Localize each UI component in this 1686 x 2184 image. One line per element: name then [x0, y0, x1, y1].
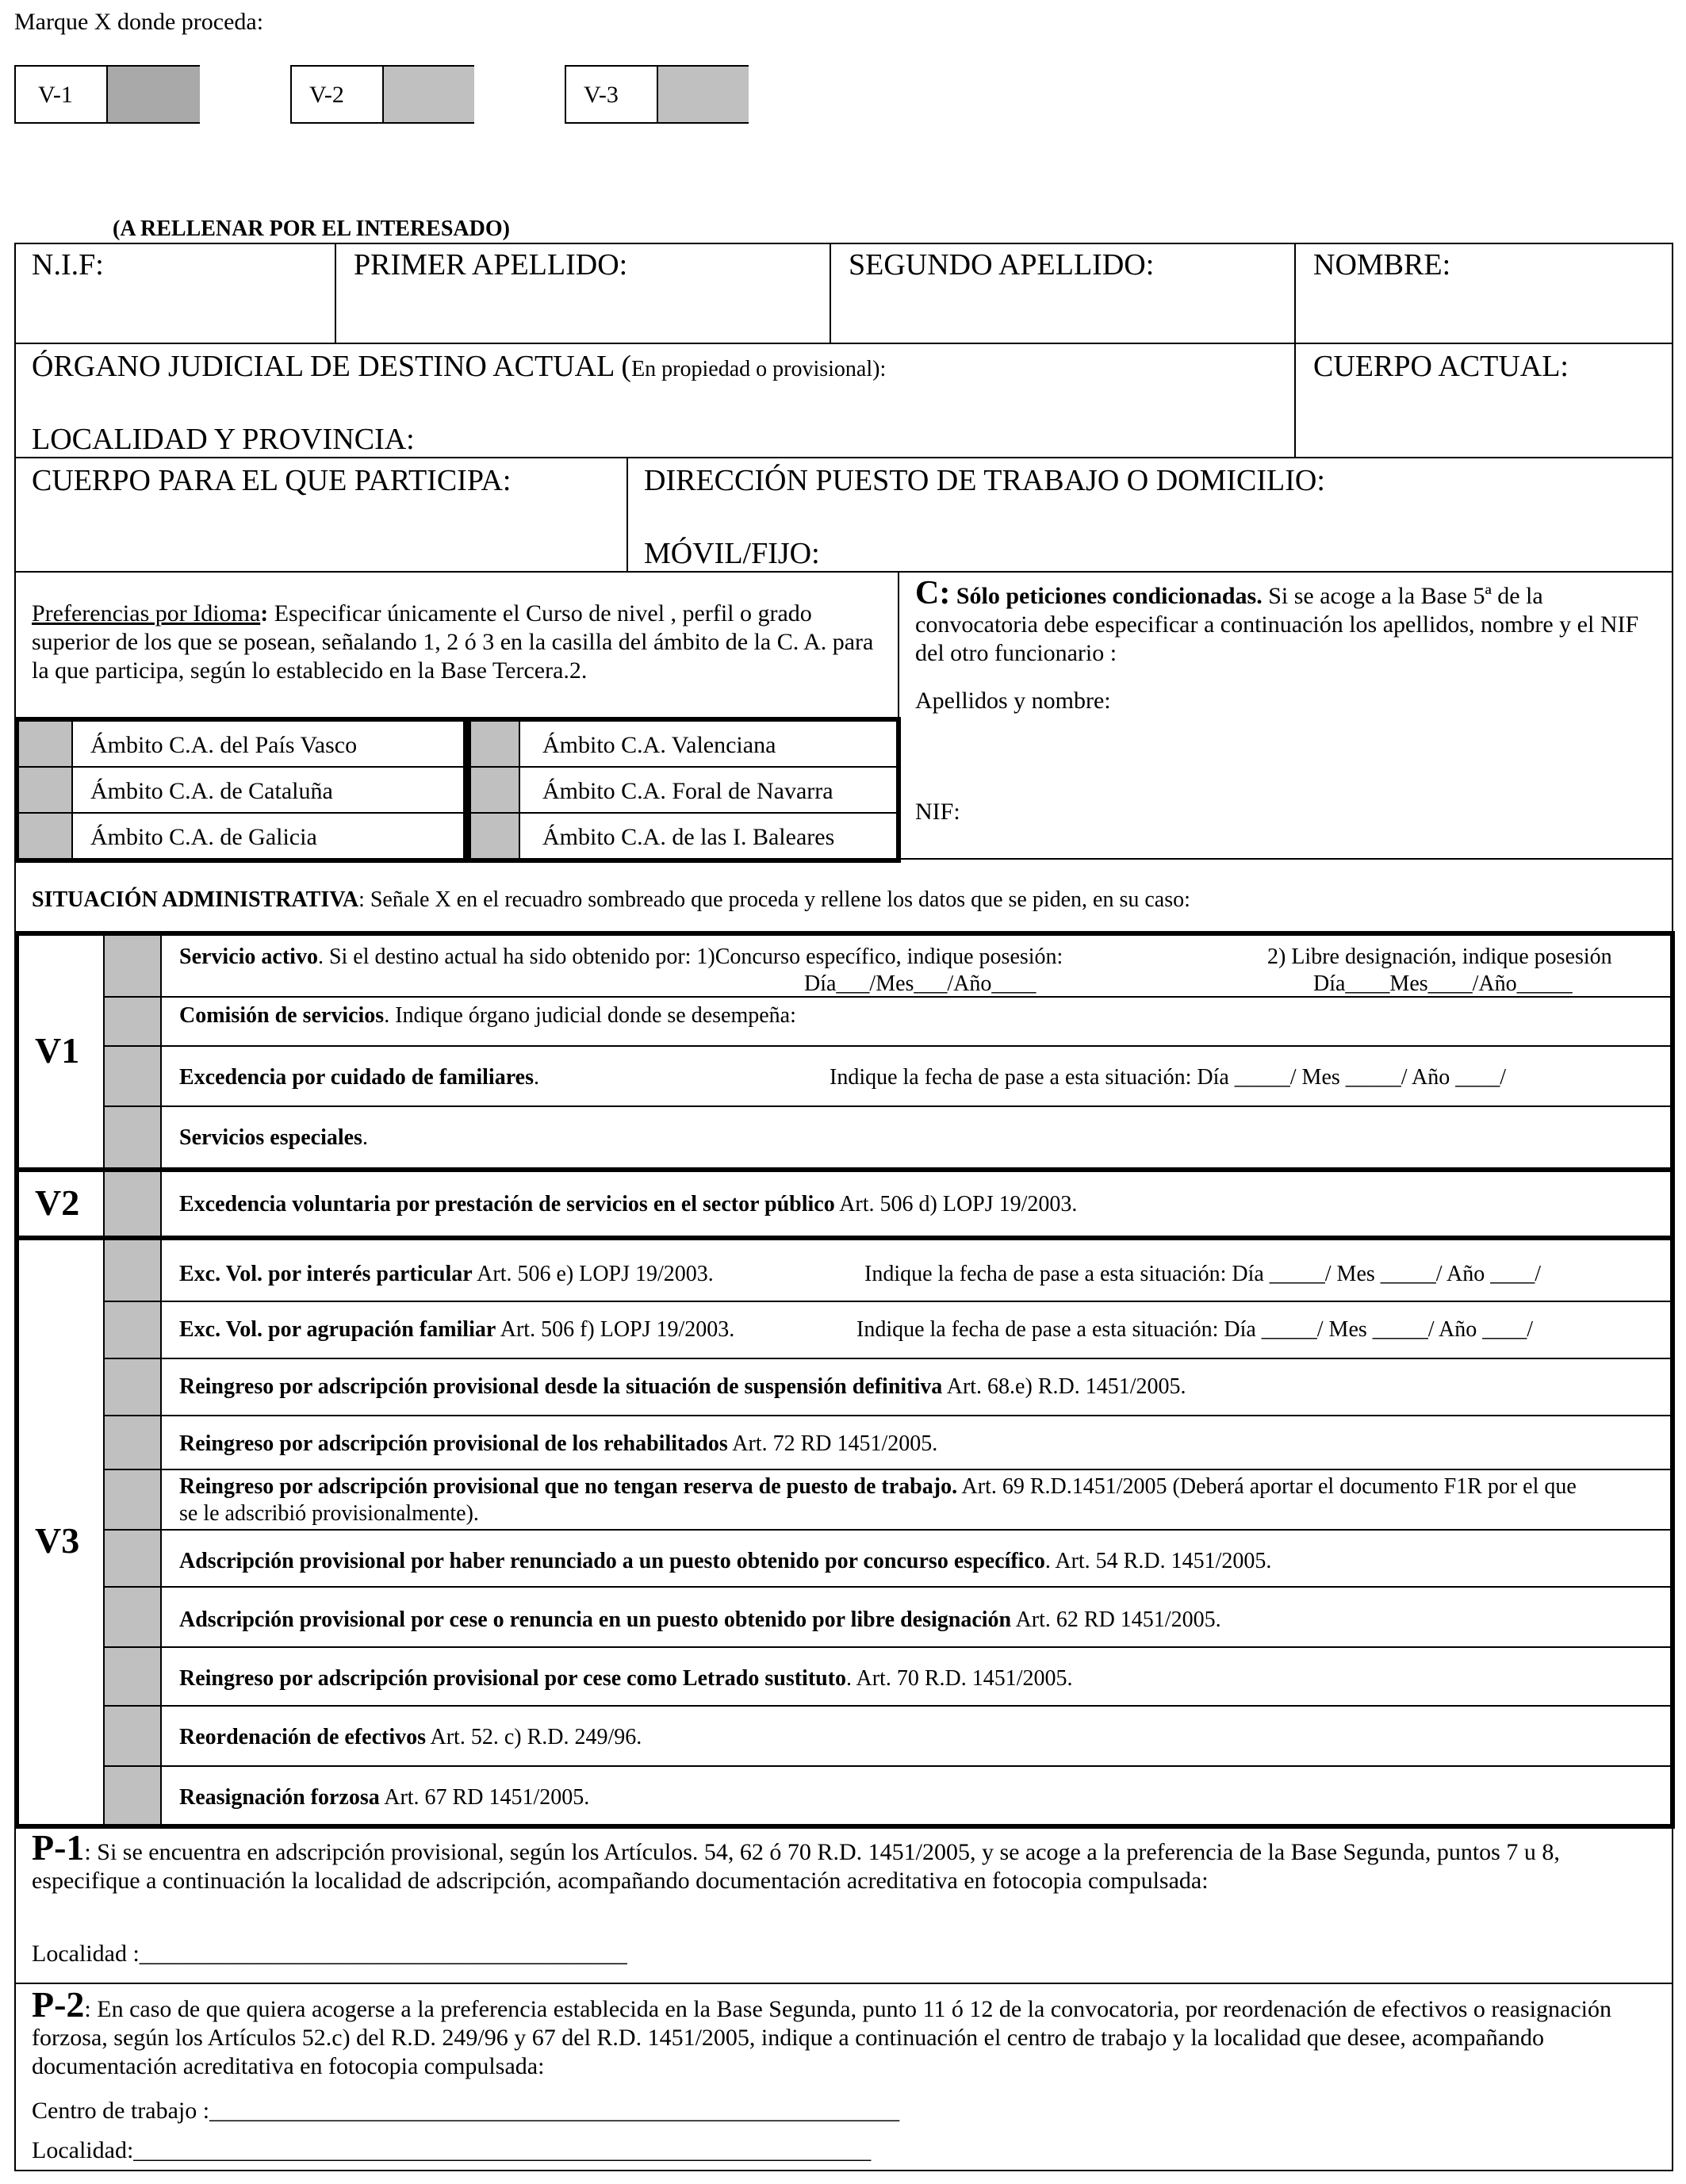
v3-checkbox[interactable]: [105, 1707, 160, 1765]
v1-excedencia-fecha: Indique la fecha de pase a esta situación: Día _____/ Mes _____/ Año ____/: [830, 1065, 1507, 1090]
direccion-label: DIRECCIÓN PUESTO DE TRABAJO O DOMICILIO:: [644, 464, 1325, 497]
cuerpo-actual-label: CUERPO ACTUAL:: [1313, 350, 1569, 383]
instruction-text: Marque X donde proceda:: [14, 9, 264, 35]
option-v2-checkbox[interactable]: [382, 67, 474, 122]
idioma-cell-baleares[interactable]: [471, 814, 519, 858]
v1-servicio-text: Servicio activo. Si el destino actual ha sido obtenido por: 1)Concurso específico, indique posesión:: [179, 944, 1063, 969]
v1-comision-text: Comisión de servicios. Indique órgano judicial donde se desempeña:: [179, 1003, 796, 1028]
situacion-text: SITUACIÓN ADMINISTRATIVA: Señale X en el recuadro sombreado que proceda y rellene los datos que se piden, en su caso:: [32, 887, 1190, 912]
idioma-item: Ámbito C.A. Valenciana: [542, 732, 776, 758]
option-v1-checkbox[interactable]: [106, 67, 200, 122]
option-v3[interactable]: [565, 65, 749, 124]
option-v2-label: V-2: [309, 82, 344, 108]
idioma-cell-cataluna[interactable]: [19, 768, 71, 812]
v3-row-text: Reingreso por adscripción provisional de los rehabilitados Art. 72 RD 1451/2005.: [179, 1431, 938, 1456]
option-v2[interactable]: [290, 65, 474, 124]
nif-label: N.I.F:: [32, 248, 104, 282]
v3-row-text: Reingreso por adscripción provisional por cese como Letrado sustituto. Art. 70 R.D. 1451/2005.: [179, 1666, 1073, 1691]
applicant-heading: (A RELLENAR POR EL INTERESADO): [113, 216, 510, 241]
v1-especiales-text: Servicios especiales.: [179, 1125, 368, 1150]
v3-row-text: Exc. Vol. por agrupación familiar Art. 506 f) LOPJ 19/2003.: [179, 1317, 735, 1342]
v3-row-fecha: Indique la fecha de pase a esta situación: Día _____/ Mes _____/ Año ____/: [856, 1317, 1534, 1342]
v2-checkbox[interactable]: [105, 1172, 160, 1236]
v3-checkbox[interactable]: [105, 1359, 160, 1415]
segundo-apellido-field[interactable]: [831, 268, 1293, 341]
v1-libre-text: 2) Libre designación, indique posesión: [1267, 944, 1612, 969]
idioma-item: Ámbito C.A. Foral de Navarra: [542, 778, 833, 804]
p2-centro-field[interactable]: Centro de trabajo :__________________________________________________________: [32, 2098, 900, 2124]
v3-row-fecha: Indique la fecha de pase a esta situación: Día _____/ Mes _____/ Año ____/: [864, 1262, 1542, 1286]
option-v1[interactable]: [14, 65, 200, 124]
v3-row-text: Reasignación forzosa Art. 67 RD 1451/2005.: [179, 1785, 590, 1810]
v3-row-text: Reordenación de efectivos Art. 52. c) R.D. 249/96.: [179, 1725, 642, 1749]
v1-checkbox-servicio[interactable]: [105, 936, 160, 996]
idioma-item: Ámbito C.A. de las I. Baleares: [542, 824, 835, 850]
idioma-cell-galicia[interactable]: [19, 814, 71, 858]
segundo-apellido-label: SEGUNDO APELLIDO:: [849, 248, 1155, 282]
v3-checkbox[interactable]: [105, 1588, 160, 1646]
p2-localidad-field[interactable]: Localidad:______________________________________________________________: [32, 2137, 872, 2163]
nombre-field[interactable]: [1296, 268, 1672, 341]
v1-label: V1: [35, 1030, 80, 1071]
idioma-item: Ámbito C.A. de Galicia: [90, 824, 317, 850]
nombre-label: NOMBRE:: [1313, 248, 1451, 282]
idioma-text: Preferencias por Idioma: Especificar únicamente el Curso de nivel , perfil o grado superior de los que se posean, señalando 1, 2 ó 3 en la casilla del ámbito de la C. A. para la que participa, según lo establecido en la Base Tercera.2.: [32, 600, 874, 684]
condicionadas-nif-label: NIF:: [915, 799, 960, 825]
v3-label: V3: [35, 1520, 80, 1561]
v3-checkbox[interactable]: [105, 1240, 160, 1301]
v3-checkbox[interactable]: [105, 1531, 160, 1586]
p1-text: P-1: Si se encuentra en adscripción provisional, según los Artículos. 54, 62 ó 70 R.D. 1451/2005, y se acoge a la preferencia de la Base Segunda, puntos 7 u 8, especifique a continuación la localidad de adscripción, acompañando documentación acreditativa en fotocopia compulsada:: [32, 1827, 1560, 1894]
v3-row-text: Reingreso por adscripción provisional que no tengan reserva de puesto de trabajo. Art. 69 R.D.1451/2005 (Deberá aportar el documento F1R por el que se le adscribió provisionalmente).: [179, 1474, 1577, 1526]
p1-localidad-field[interactable]: Localidad :_________________________________________: [32, 1941, 627, 1967]
primer-apellido-field[interactable]: [336, 268, 828, 341]
idioma-cell-pais-vasco[interactable]: [19, 722, 71, 766]
v1-excedencia-text: Excedencia por cuidado de familiares.: [179, 1065, 539, 1090]
v1-checkbox-excedencia[interactable]: [105, 1047, 160, 1105]
v3-row-text: Adscripción provisional por cese o renuncia en un puesto obtenido por libre designación Art. 62 RD 1451/2005.: [179, 1607, 1221, 1632]
v3-checkbox[interactable]: [105, 1470, 160, 1529]
v1-checkbox-comision[interactable]: [105, 998, 160, 1045]
v1-fecha-concurso: Día___/Mes___/Año____: [804, 971, 1037, 996]
v3-checkbox[interactable]: [105, 1416, 160, 1469]
cuerpo-participa-label: CUERPO PARA EL QUE PARTICIPA:: [32, 464, 512, 497]
idioma-item: Ámbito C.A. de Cataluña: [90, 778, 333, 804]
condicionadas-apellidos-label: Apellidos y nombre:: [915, 688, 1111, 714]
v3-checkbox[interactable]: [105, 1302, 160, 1358]
v3-row-text: Reingreso por adscripción provisional desde la situación de suspensión definitiva Art. 68.e) R.D. 1451/2005.: [179, 1374, 1186, 1399]
option-v3-checkbox[interactable]: [657, 67, 749, 122]
condicionadas-text: C: Sólo peticiones condicionadas. Si se acoge a la Base 5ª de la convocatoria debe especificar a continuación los apellidos, nombre y el NIF del otro funcionario :: [915, 575, 1639, 666]
p2-text: P-2: En caso de que quiera acogerse a la preferencia establecida en la Base Segunda, punto 11 ó 12 de la convocatoria, por reordenación de efectivos o reasignación forzosa, según los Artículos 52.c) del R.D. 249/96 y 67 del R.D. 1451/2005, indique a continuación el centro de trabajo y la localidad que desee, acompañando documentación acreditativa en fotocopia compulsada:: [32, 1984, 1611, 2079]
idioma-item: Ámbito C.A. del País Vasco: [90, 732, 358, 758]
localidad-provincia-label: LOCALIDAD Y PROVINCIA:: [32, 423, 415, 456]
v3-row-text: Exc. Vol. por interés particular Art. 506 e) LOPJ 19/2003.: [179, 1262, 714, 1286]
v3-checkbox[interactable]: [105, 1767, 160, 1824]
idioma-cell-navarra[interactable]: [471, 768, 519, 812]
movil-label: MÓVIL/FIJO:: [644, 537, 820, 570]
v3-checkbox[interactable]: [105, 1648, 160, 1705]
option-v1-label: V-1: [38, 82, 73, 108]
organo-label: ÓRGANO JUDICIAL DE DESTINO ACTUAL (En propiedad o provisional):: [32, 350, 887, 383]
v3-row-text: Adscripción provisional por haber renunciado a un puesto obtenido por concurso específico. Art. 54 R.D. 1451/2005.: [179, 1549, 1272, 1573]
v1-fecha-libre: Día____Mes____/Año_____: [1313, 971, 1573, 996]
idioma-cell-valenciana[interactable]: [471, 722, 519, 766]
option-v3-label: V-3: [584, 82, 619, 108]
v1-checkbox-especiales[interactable]: [105, 1107, 160, 1167]
v2-label: V2: [35, 1182, 80, 1223]
primer-apellido-label: PRIMER APELLIDO:: [354, 248, 628, 282]
v2-text: Excedencia voluntaria por prestación de servicios en el sector público Art. 506 d) LOPJ 19/2003.: [179, 1192, 1078, 1217]
